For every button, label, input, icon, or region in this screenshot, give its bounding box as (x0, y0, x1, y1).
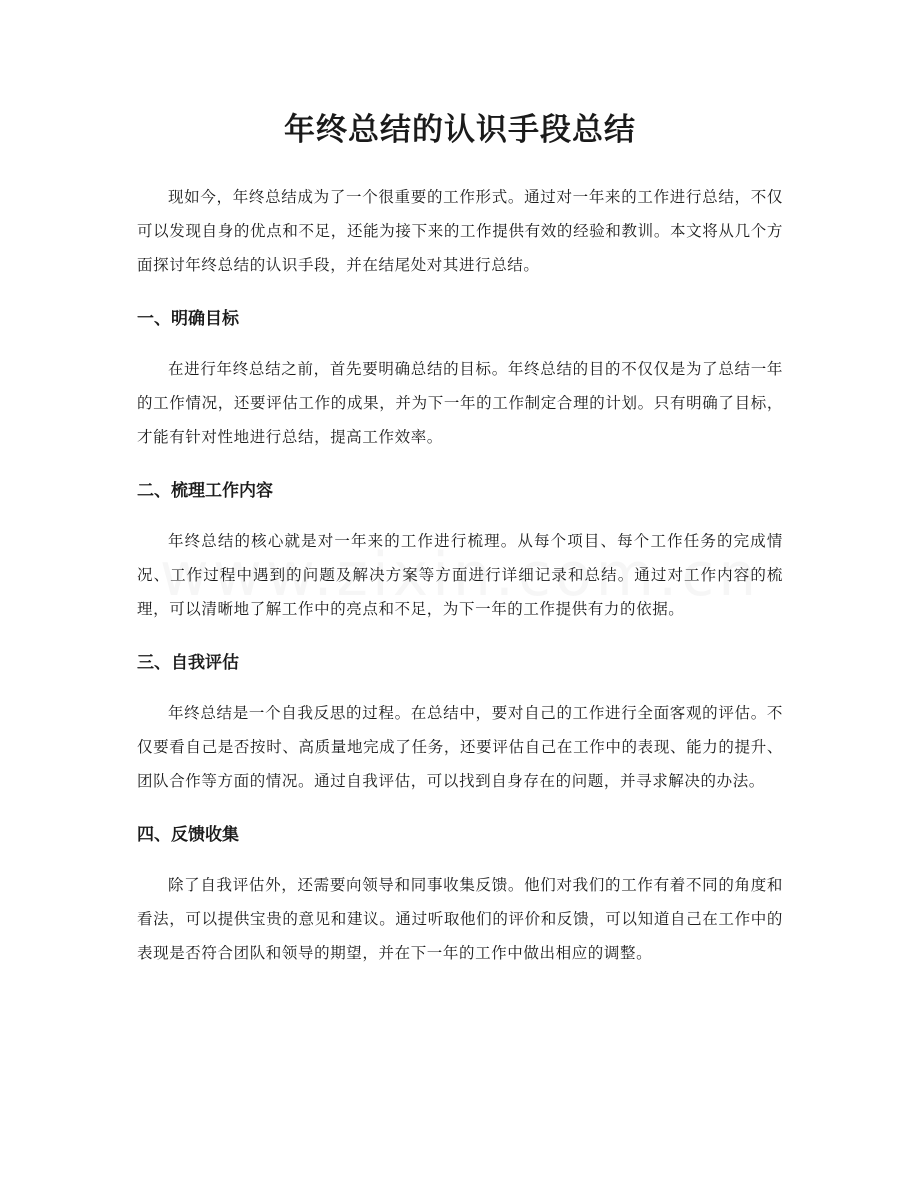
document-body (137, 180, 783, 990)
section-body-work-content: 年终总结的核心就是对一年来的工作进行梳理。从每个项目、每个工作任务的完成情况、工作过程中遇到的问题及解决方案等方面进行详细记录和总结。通过对工作内容的梳理，可以清晰地了解工作中的亮点和不足，为下一年的工作提供有力的依据。 (137, 532, 783, 618)
section-heading-feedback: 四、反馈收集 (137, 825, 239, 845)
section-heading-self-assessment: 三、自我评估 (137, 653, 239, 673)
page-title: 年终总结的认识手段总结 (284, 112, 636, 148)
intro-paragraph: 现如今，年终总结成为了一个很重要的工作形式。通过对一年来的工作进行总结，不仅可以发现自身的优点和不足，还能为接下来的工作提供有效的经验和教训。本文将从几个方面探讨年终总结的认识手段，并在结尾处对其进行总结。 (137, 188, 783, 274)
section-body-goal: 在进行年终总结之前，首先要明确总结的目标。年终总结的目的不仅仅是为了总结一年的工作情况，还要评估工作的成果，并为下一年的工作制定合理的计划。只有明确了目标，才能有针对性地进行总结，提高工作效率。 (137, 360, 783, 446)
section-heading-goal: 一、明确目标 (137, 309, 239, 329)
section-heading-work-content: 二、梳理工作内容 (137, 481, 273, 501)
section-body-self-assessment: 年终总结是一个自我反思的过程。在总结中，要对自己的工作进行全面客观的评估。不仅要看自己是否按时、高质量地完成了任务，还要评估自己在工作中的表现、能力的提升、团队合作等方面的情况。通过自我评估，可以找到自身存在的问题，并寻求解决的办法。 (137, 704, 783, 790)
section-body-feedback: 除了自我评估外，还需要向领导和同事收集反馈。他们对我们的工作有着不同的角度和看法，可以提供宝贵的意见和建议。通过听取他们的评价和反馈，可以知道自己在工作中的表现是否符合团队和领导的期望，并在下一年的工作中做出相应的调整。 (137, 876, 783, 962)
